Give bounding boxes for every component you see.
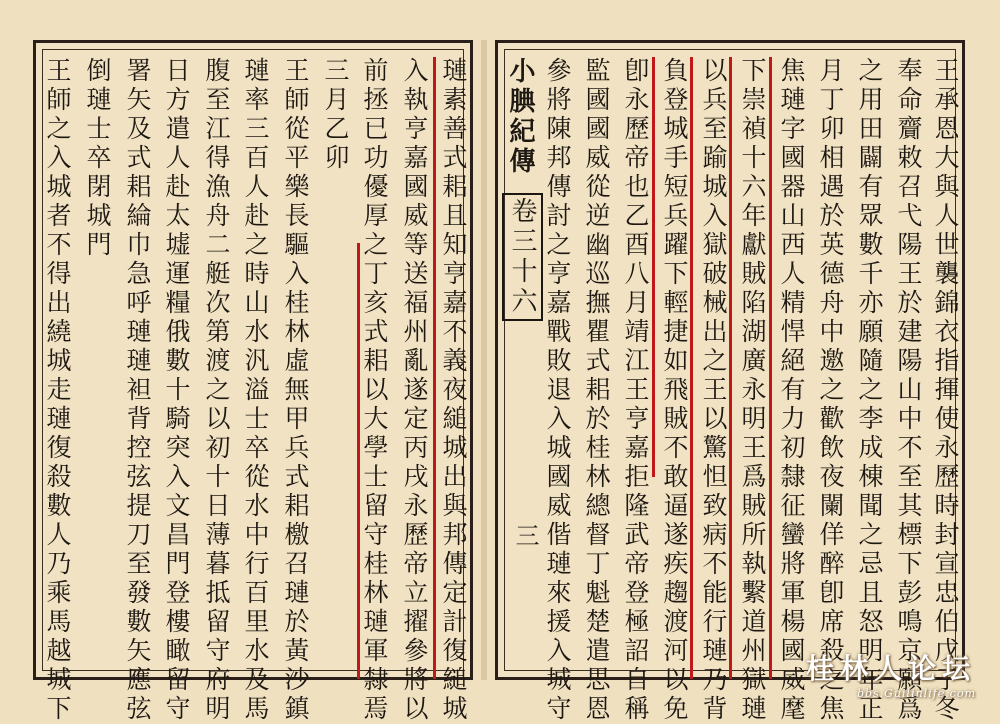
text-column-5: 焦璉字國器山西人精悍絕有力初隸征蠻將軍楊國威麾 xyxy=(777,57,806,724)
watermark-url: bbs.Guilinlife.com xyxy=(856,687,976,700)
red-annotation-line xyxy=(652,57,655,477)
spine-title: 小腆紀傳 xyxy=(505,57,535,177)
text-column-4: 日方遣人赴太墟運糧俄數十騎突入文昌門登樓瞰留守 xyxy=(162,57,191,724)
red-annotation-line xyxy=(729,57,732,679)
text-column-6: 下崇禎十六年獻賊陷湖廣永明王爲賊所執繫道州獄璉 xyxy=(738,57,767,724)
text-column-2: 倒璉士卒閉城門 xyxy=(83,57,112,260)
watermark-title: 桂林人论坛 xyxy=(805,652,976,685)
text-column-10: 入執亨嘉國威等送福州亂遂定丙戌永歷帝立擢參將以 xyxy=(400,57,429,724)
text-column-11: 參將陳邦傳討之亨嘉戰敗退入城國威偕璉來援入城守 xyxy=(543,57,572,724)
forum-watermark xyxy=(806,647,976,700)
text-column-11: 璉素善式耜且知亨嘉不義夜縋城出與邦傳定計復縋城 xyxy=(439,57,468,724)
text-column-2: 奉命齎敕召弋陽王於建陽山中不至其標下彭鳴京願爲 xyxy=(894,57,923,724)
text-column-3: 之用田闢有眾數千亦願隨之李成棟聞之忌且怒明年正 xyxy=(855,57,884,724)
text-column-1: 王師之入城者不得出繞城走璉復殺數人乃乘馬越城下 xyxy=(43,57,72,724)
text-column-4: 月丁卯相遇於英德舟中邀之歡飲夜闌佯醉卽席殺之焦 xyxy=(816,57,845,724)
red-annotation-line xyxy=(769,57,772,679)
text-column-1: 王承恩大與人世襲錦衣指揮使永歷時封宣忠伯戊子冬 xyxy=(931,57,960,724)
page-number: 三 xyxy=(511,523,539,547)
left-page xyxy=(33,40,473,724)
text-column-7: 以兵至踰城入獄破械出之王以驚怛致病不能行璉乃背 xyxy=(699,57,728,724)
text-column-9: 卽永歷帝也乙酉八月靖江王亨嘉拒隆武帝登極詔自稱 xyxy=(621,57,650,724)
red-annotation-line xyxy=(357,243,360,679)
text-column-3: 署矢及式耜綸巾急呼璉璉袒背控弦提刀至發數矢應弦 xyxy=(123,57,152,724)
text-column-5: 腹至江得漁舟二艇次第渡之以初十日薄暮抵留守府明 xyxy=(202,57,231,724)
text-column-8: 三月乙卯 xyxy=(321,57,350,173)
spine-volume: 卷三十六 xyxy=(502,193,543,321)
text-column-10: 監國國威從逆幽巡撫瞿式耜於桂林總督丁魁楚遣思恩 xyxy=(582,57,611,724)
red-annotation-line xyxy=(433,57,436,679)
text-column-7: 王師從平樂長驅入桂林虛無甲兵式耜檄召璉於黃沙鎮 xyxy=(281,57,310,724)
red-annotation-line xyxy=(690,57,693,679)
page-gutter xyxy=(481,40,487,680)
text-column-8: 負登城手短兵躍下輕捷如飛賊不敢逼遂疾趨渡河以免 xyxy=(660,57,689,724)
text-column-9: 前拯已功優厚之丁亥式耜以大學士留守桂林璉軍隸焉 xyxy=(360,57,389,724)
text-column-6: 璉率三百人赴之時山水汎溢士卒從水中行百里水及馬 xyxy=(241,57,270,724)
